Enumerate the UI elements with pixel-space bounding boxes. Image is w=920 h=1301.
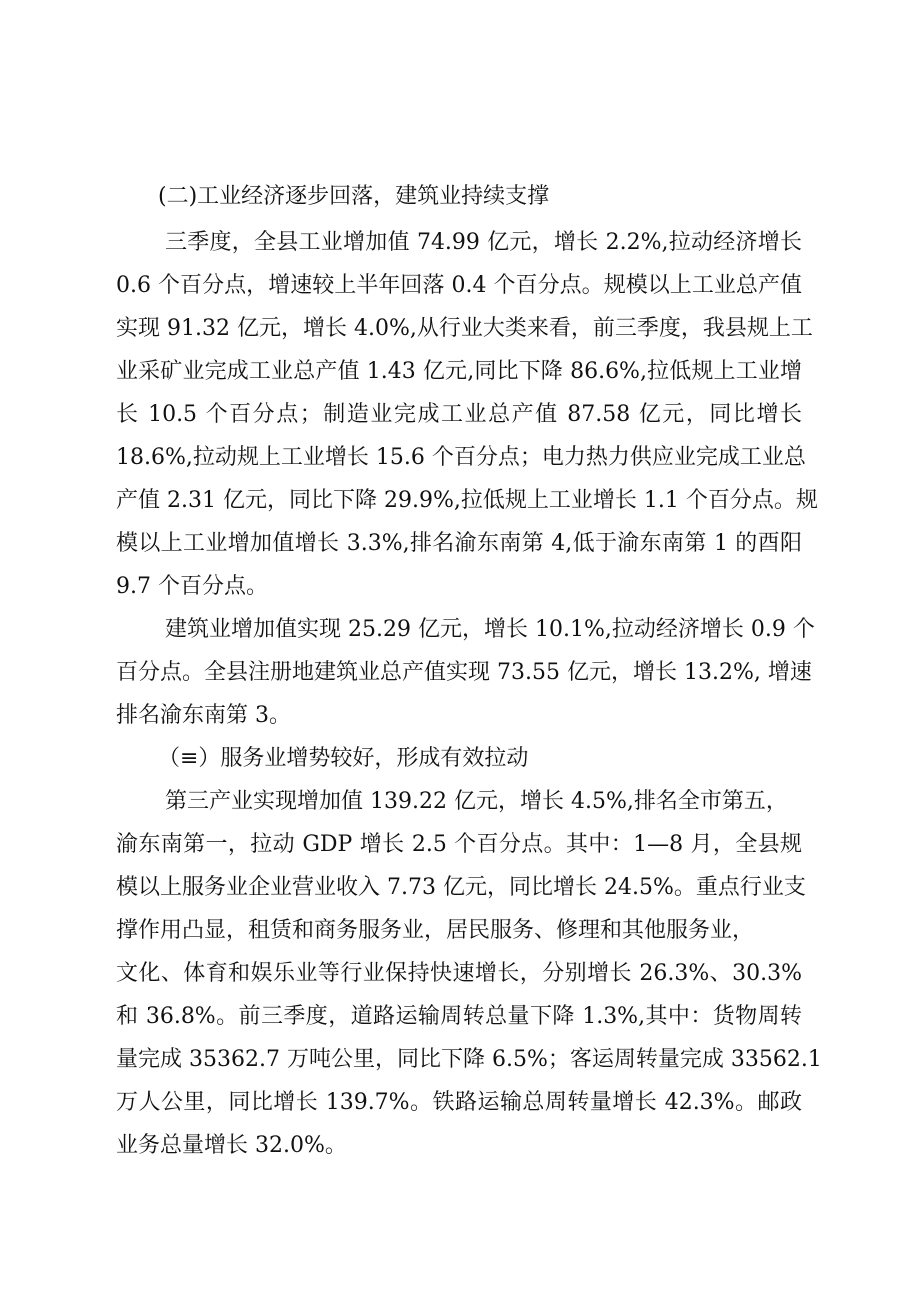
paragraph-line: 渝东南第一，拉动 GDP 增长 2.5 个百分点。其中：1—8 月，全县规 bbox=[116, 832, 802, 857]
paragraph-line: 9.7 个百分点。 bbox=[116, 574, 268, 599]
paragraph-line: 撑作用凸显，租赁和商务服务业，居民服务、修理和其他服务业， bbox=[116, 918, 755, 943]
paragraph-line: 万人公里，同比增长 139.7%。铁路运输总周转量增长 42.3%。邮政 bbox=[116, 1090, 802, 1115]
paragraph-line: 三季度，全县工业增加值 74.99 亿元，增长 2.2%,拉动经济增长 bbox=[165, 230, 802, 255]
paragraph-line: 产值 2.31 亿元，同比下降 29.9%,拉低规上工业增长 1.1 个百分点。规 bbox=[116, 488, 818, 513]
paragraph-line: 业务总量增长 32.0%。 bbox=[116, 1133, 347, 1158]
section-heading-industry: (二)工业经济逐步回落，建筑业持续支撑 bbox=[158, 184, 550, 209]
paragraph-line: 模以上工业增加值增长 3.3%,排名渝东南第 4,低于渝东南第 1 的酉阳 bbox=[116, 531, 802, 556]
paragraph-line: 量完成 35362.7 万吨公里，同比下降 6.5%；客运周转量完成 33562.1 bbox=[116, 1047, 822, 1072]
paragraph-line: 实现 91.32 亿元，增长 4.0%,从行业大类来看，前三季度，我县规上工 bbox=[116, 316, 813, 341]
paragraph-line: 18.6%,拉动规上工业增长 15.6 个百分点；电力热力供应业完成工业总 bbox=[116, 445, 806, 470]
paragraph-line: 和 36.8%。前三季度，道路运输周转总量下降 1.3%,其中：货物周转 bbox=[116, 1004, 802, 1029]
paragraph-line: 0.6 个百分点，增速较上半年回落 0.4 个百分点。规模以上工业总产值 bbox=[116, 273, 802, 298]
paragraph-line: 长 10.5 个百分点；制造业完成工业总产值 87.58 亿元，同比增长 bbox=[116, 402, 802, 427]
paragraph-line: 文化、体育和娱乐业等行业保持快速增长，分别增长 26.3%、30.3% bbox=[116, 961, 802, 986]
paragraph-line: 业采矿业完成工业总产值 1.43 亿元,同比下降 86.6%,拉低规上工业增 bbox=[116, 359, 802, 384]
paragraph-line: 建筑业增加值实现 25.29 亿元，增长 10.1%,拉动经济增长 0.9 个 bbox=[165, 617, 815, 642]
paragraph-line: 排名渝东南第 3。 bbox=[116, 703, 291, 728]
section-heading-services: （≡）服务业增势较好，形成有效拉动 bbox=[158, 746, 529, 771]
paragraph-line: 模以上服务业企业营业收入 7.73 亿元，同比增长 24.5%。重点行业支 bbox=[116, 875, 806, 900]
paragraph-line: 百分点。全县注册地建筑业总产值实现 73.55 亿元，增长 13.2%, 增速 bbox=[116, 660, 812, 685]
paragraph-line: 第三产业实现增加值 139.22 亿元，增长 4.5%,排名全市第五， bbox=[165, 789, 788, 814]
